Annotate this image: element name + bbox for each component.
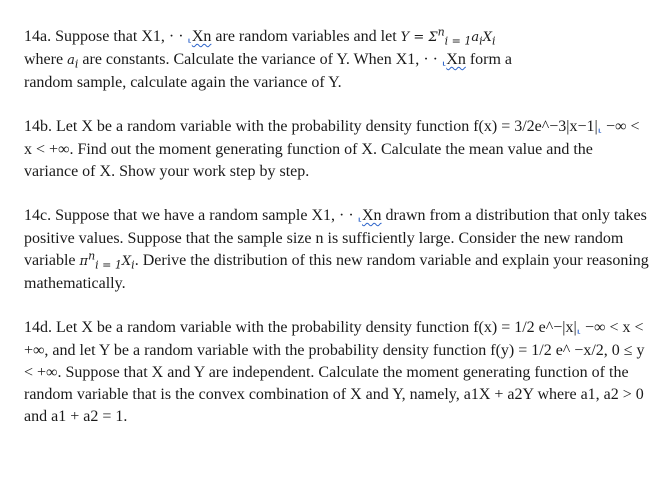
- question-14a: [24, 26, 649, 94]
- q14b-text2: −3|x−1|: [549, 118, 598, 135]
- autocorrect-mark-icon: ⸤: [597, 122, 603, 134]
- q14d-text1: 14d. Let X be a random variable with the probability density function f(x) = 1/2 e^: [24, 319, 554, 336]
- autocorrect-mark-icon: ⸤: [357, 211, 362, 223]
- q14b-text1: 14b. Let X be a random variable with the probability density function f(x) = 3/2e^: [24, 118, 550, 135]
- q14a-line2-start: where: [24, 51, 68, 68]
- question-14d: [24, 317, 649, 428]
- q14a-line3: random sample, calculate again the variance of Y.: [24, 74, 342, 91]
- q14c-dots: · ·: [339, 207, 358, 224]
- q14a-line2-var: Xn: [446, 51, 466, 68]
- q14c-math-product: $\pi^n_{i = 1}X_i$: [79, 249, 135, 272]
- autocorrect-mark-icon: ⸤: [441, 55, 447, 67]
- question-14c: [24, 205, 649, 295]
- document-body: [24, 26, 649, 450]
- q14a-text-mid: are random variables and let: [211, 28, 401, 45]
- q14d-text3: −∞ < x < +∞, and let Y be a random variable with the probability density function f(y) = 1/2 e^ −x/2, 0 ≤ y < +∞. Suppose that X and Y are independent. Calculate the moment generating function of the random variable that is the convex combination of X and Y, namely, a1X + a2Y where a1, a2 > 0 and a1 + a2 = 1.: [24, 319, 645, 425]
- q14c-var: Xn: [361, 207, 382, 224]
- q14c-text3: . Derive the distribution of this new random variable and explain your reasoning mathematically.: [24, 252, 649, 292]
- q14a-math-sum: $Y = \Sigma^n_{i = 1}a_iX_i$: [400, 25, 496, 48]
- q14d-text2: −|x|: [553, 319, 577, 336]
- q14a-text-start: 14a. Suppose that X1,: [24, 28, 169, 45]
- question-14b: [24, 116, 649, 183]
- q14a-line2-math: $a_i$: [67, 53, 79, 71]
- q14c-text1: 14c. Suppose that we have a random sample X1,: [24, 207, 340, 224]
- q14a-line2-dots: · ·: [423, 51, 442, 68]
- q14a-dots: · ·: [168, 28, 188, 45]
- q14b-text3: −∞ < x < +∞. Find out the moment generating function of X. Calculate the mean value and the variance of X. Show your work step by step.: [24, 118, 640, 180]
- autocorrect-mark-icon: ⸤: [187, 32, 192, 44]
- q14a-line2-end: form a: [465, 51, 513, 68]
- autocorrect-mark-icon: ⸤: [576, 323, 582, 335]
- q14a-var: Xn: [191, 28, 212, 45]
- q14c-text2: drawn from a distribution that only takes positive values. Suppose that the sample size n is sufficiently large. Consider the new random variable: [24, 207, 647, 269]
- q14a-line2-rest: are constants. Calculate the variance of Y. When X1,: [78, 51, 424, 68]
